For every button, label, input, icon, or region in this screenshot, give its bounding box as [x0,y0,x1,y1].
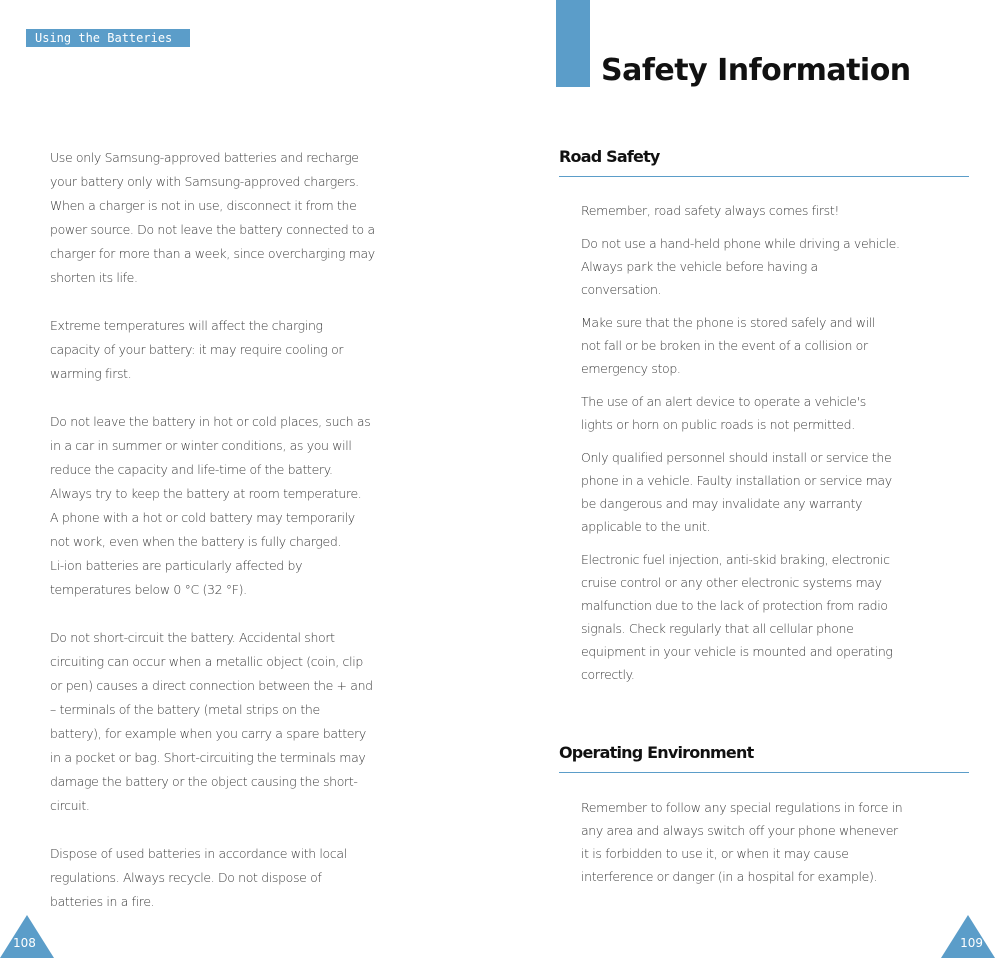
right-page [497,0,995,958]
road-safety-body [581,199,973,696]
page-number-left [0,915,54,958]
running-header-tab: Using the Batteries [26,29,190,47]
battery-paragraph-temperature: Extreme temperatures will affect the charging capacity of your battery: it may require cooling or warming first. [50,318,344,381]
road-safety-paragraph: Only qualified personnel should install or service the phone in a vehicle. Faulty installation or service may be dangerous and may invalidate any warranty applicable to the unit. [581,450,892,534]
left-page [0,0,497,958]
section-divider-operating-environment [559,772,969,773]
section-heading-operating-environment: Operating Environment [559,743,754,762]
left-page-body [50,146,445,938]
page-title: Safety Information [601,53,911,88]
section-divider-road-safety [559,176,969,177]
battery-paragraph-short-circuit: Do not short-circuit the battery. Accidental short circuiting can occur when a metallic object (coin, clip or pen) causes a direct connection between the + and – terminals of the battery (metal strips on the battery), for example when you carry a spare battery in a pocket or bag. Short-circuiting the terminals may damage the battery or the object causing the short- circuit. [50,630,373,813]
road-safety-paragraph: Make sure that the phone is stored safely and will not fall or be broken in the event of a collision or emergency stop. [581,315,876,376]
road-safety-paragraph: Remember, road safety always comes first! [581,203,840,218]
road-safety-paragraph: Electronic fuel injection, anti-skid braking, electronic cruise control or any other electronic systems may malfunction due to the lack of protection from radio signals. Check regularly that all cellular phone equipment in your vehicle is mounted and operating correctly. [581,552,893,682]
operating-environment-paragraph: Remember to follow any special regulations in force in any area and always switch off your phone whenever it is forbidden to use it, or when it may cause interference or danger (in a hospital for example). [581,800,903,884]
battery-paragraph-hot-cold: Do not leave the battery in hot or cold places, such as in a car in summer or winter conditions, as you will reduce the capacity and life-time of the battery. Always try to keep the battery at room temperature. A phone with a hot or cold battery may temporarily not work, even when the battery is fully charged. Li-ion batteries are particularly affected by temperatures below 0 °C (32 °F). [50,414,371,597]
battery-paragraph-approved: Use only Samsung-approved batteries and recharge your battery only with Samsung-approved chargers. When a charger is not in use, disconnect it from the power source. Do not leave the battery connected to a charger for more than a week, since overcharging may shorten its life. [50,150,375,285]
page-number-right [941,915,995,958]
road-safety-paragraph: The use of an alert device to operate a vehicle's lights or horn on public roads is not permitted. [581,394,866,432]
operating-environment-body [581,796,973,898]
section-heading-road-safety: Road Safety [559,147,660,166]
page-number-right-label: 109 [960,936,983,950]
road-safety-paragraph: Do not use a hand-held phone while driving a vehicle. Always park the vehicle before having a conversation. [581,236,900,297]
title-accent-bar [556,0,590,87]
page-number-left-label: 108 [13,936,36,950]
battery-paragraph-dispose: Dispose of used batteries in accordance with local regulations. Always recycle. Do not dispose of batteries in a fire. [50,846,347,909]
